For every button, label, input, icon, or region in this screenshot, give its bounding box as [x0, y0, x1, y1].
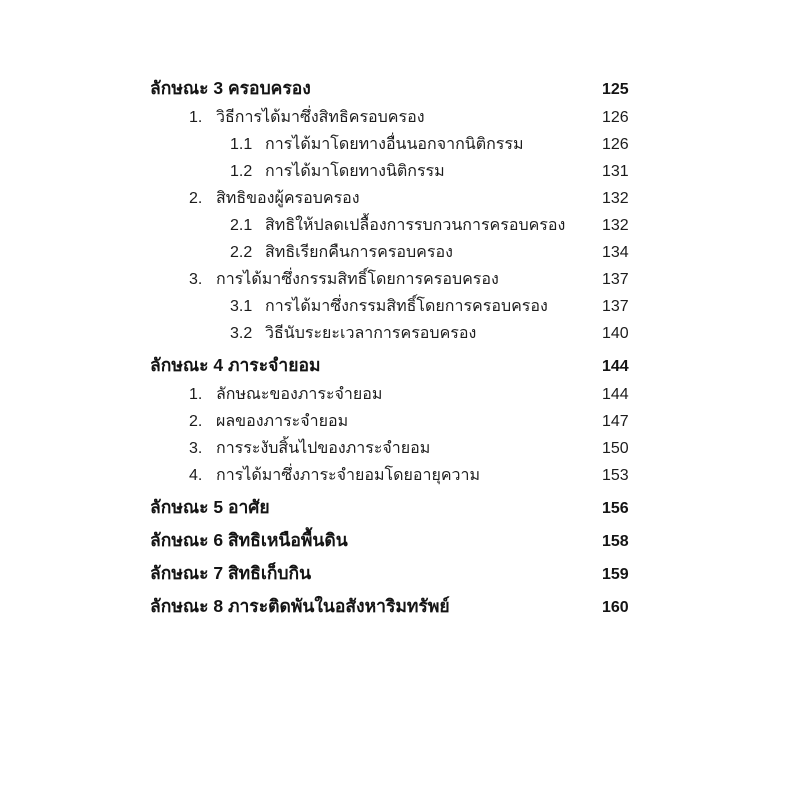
toc-entry-label: [150, 239, 602, 266]
toc-entry-page-number: 147: [602, 413, 629, 430]
toc-entry-page-number: 134: [602, 244, 629, 261]
toc-entry-text: วิธีการได้มาซึ่งสิทธิครอบครอง: [216, 109, 425, 126]
toc-section-title: [150, 75, 602, 101]
toc-section-page-number: 144: [602, 358, 629, 375]
toc-entry-label: [150, 293, 602, 320]
toc-section-title-text: ลักษณะ 4 ภาระจำยอม: [150, 355, 321, 375]
toc-entry-number: 1.2: [230, 163, 253, 180]
toc-section-heading: [150, 593, 644, 621]
toc-entry-number: 2.2: [230, 244, 253, 261]
toc-section-title: [150, 527, 602, 553]
toc-entry: [150, 435, 644, 462]
toc-section-heading: [150, 75, 644, 103]
toc-section-page-number: 125: [602, 81, 629, 98]
toc-entry-label: [150, 408, 602, 435]
toc-section-page-number: 156: [602, 500, 629, 517]
toc-entry-label: [150, 104, 602, 131]
toc-entry: [150, 293, 644, 320]
toc-entry-text: ลักษณะของภาระจำยอม: [216, 386, 383, 403]
toc-entry-page-number: 137: [602, 271, 629, 288]
toc-section-page-number: 160: [602, 599, 629, 616]
toc-entry-number: 2.1: [230, 217, 253, 234]
toc-entry-page-number: 137: [602, 298, 629, 315]
toc-section-page-number: 159: [602, 566, 629, 583]
toc-entry-page-number: 153: [602, 467, 629, 484]
toc-entry: [150, 381, 644, 408]
toc-section-title-text: ลักษณะ 5 อาศัย: [150, 497, 270, 517]
toc-entry: [150, 158, 644, 185]
toc-entry-label: [150, 266, 602, 293]
toc-entry: [150, 408, 644, 435]
toc-entry-number: 1.1: [230, 136, 253, 153]
toc-entry-number: 2.: [189, 413, 203, 430]
toc-entry-text: วิธีนับระยะเวลาการครอบครอง: [265, 325, 477, 342]
toc-entry-text: การได้มาซึ่งภาระจำยอมโดยอายุความ: [216, 467, 481, 484]
toc-entry: [150, 239, 644, 266]
toc-entry: [150, 320, 644, 347]
toc-section-title-text: ลักษณะ 7 สิทธิเก็บกิน: [150, 563, 312, 583]
toc-entry-number: 1.: [189, 386, 203, 403]
toc-entry: [150, 212, 644, 239]
toc-section-title: [150, 494, 602, 520]
toc-section-title-text: ลักษณะ 3 ครอบครอง: [150, 78, 311, 98]
toc-entry-number: 1.: [189, 109, 203, 126]
toc-entry: [150, 266, 644, 293]
toc-section-heading: [150, 560, 644, 588]
toc-entry-text: การระงับสิ้นไปของภาระจำยอม: [216, 440, 431, 457]
toc-entry-number: 4.: [189, 467, 203, 484]
toc-entry-text: การได้มาซึ่งกรรมสิทธิ์โดยการครอบครอง: [216, 271, 499, 288]
toc-entry-page-number: 126: [602, 109, 629, 126]
toc-section-heading: [150, 527, 644, 555]
toc-entry-number: 3.: [189, 271, 203, 288]
toc-entry-label: [150, 320, 602, 347]
toc-entry-label: [150, 212, 602, 239]
toc-entry-number: 2.: [189, 190, 203, 207]
toc-entry: [150, 462, 644, 489]
toc-entry-label: [150, 131, 602, 158]
table-of-contents: [150, 70, 644, 622]
toc-entry-number: 3.1: [230, 298, 253, 315]
toc-section-title-text: ลักษณะ 6 สิทธิเหนือพื้นดิน: [150, 530, 348, 550]
toc-entry-page-number: 144: [602, 386, 629, 403]
toc-entry-text: สิทธิของผู้ครอบครอง: [216, 190, 360, 207]
toc-entry-text: สิทธิเรียกคืนการครอบครอง: [265, 244, 453, 261]
toc-section-title: [150, 352, 602, 378]
toc-entry-text: การได้มาโดยทางอื่นนอกจากนิติกรรม: [265, 136, 524, 153]
toc-entry-text: สิทธิให้ปลดเปลื้องการรบกวนการครอบครอง: [265, 217, 566, 234]
toc-section-page-number: 158: [602, 533, 629, 550]
toc-entry-label: [150, 381, 602, 408]
toc-section-heading: [150, 352, 644, 380]
toc-entry-page-number: 150: [602, 440, 629, 457]
toc-entry-text: การได้มาซึ่งกรรมสิทธิ์โดยการครอบครอง: [265, 298, 548, 315]
toc-section-title-text: ลักษณะ 8 ภาระติดพันในอสังหาริมทรัพย์: [150, 596, 450, 616]
toc-entry-number: 3.2: [230, 325, 253, 342]
toc-entry: [150, 185, 644, 212]
toc-entry-page-number: 126: [602, 136, 629, 153]
toc-entry-text: ผลของภาระจำยอม: [216, 413, 349, 430]
toc-entry: [150, 104, 644, 131]
toc-entry: [150, 131, 644, 158]
toc-entry-page-number: 132: [602, 217, 629, 234]
toc-entry-page-number: 132: [602, 190, 629, 207]
toc-section-title: [150, 593, 602, 619]
toc-entry-label: [150, 435, 602, 462]
toc-entry-label: [150, 158, 602, 185]
toc-entry-page-number: 140: [602, 325, 629, 342]
toc-entry-text: การได้มาโดยทางนิติกรรม: [265, 163, 445, 180]
toc-entry-label: [150, 462, 602, 489]
toc-section-heading: [150, 494, 644, 522]
toc-section-title: [150, 560, 602, 586]
toc-entry-number: 3.: [189, 440, 203, 457]
toc-entry-label: [150, 185, 602, 212]
toc-entry-page-number: 131: [602, 163, 629, 180]
